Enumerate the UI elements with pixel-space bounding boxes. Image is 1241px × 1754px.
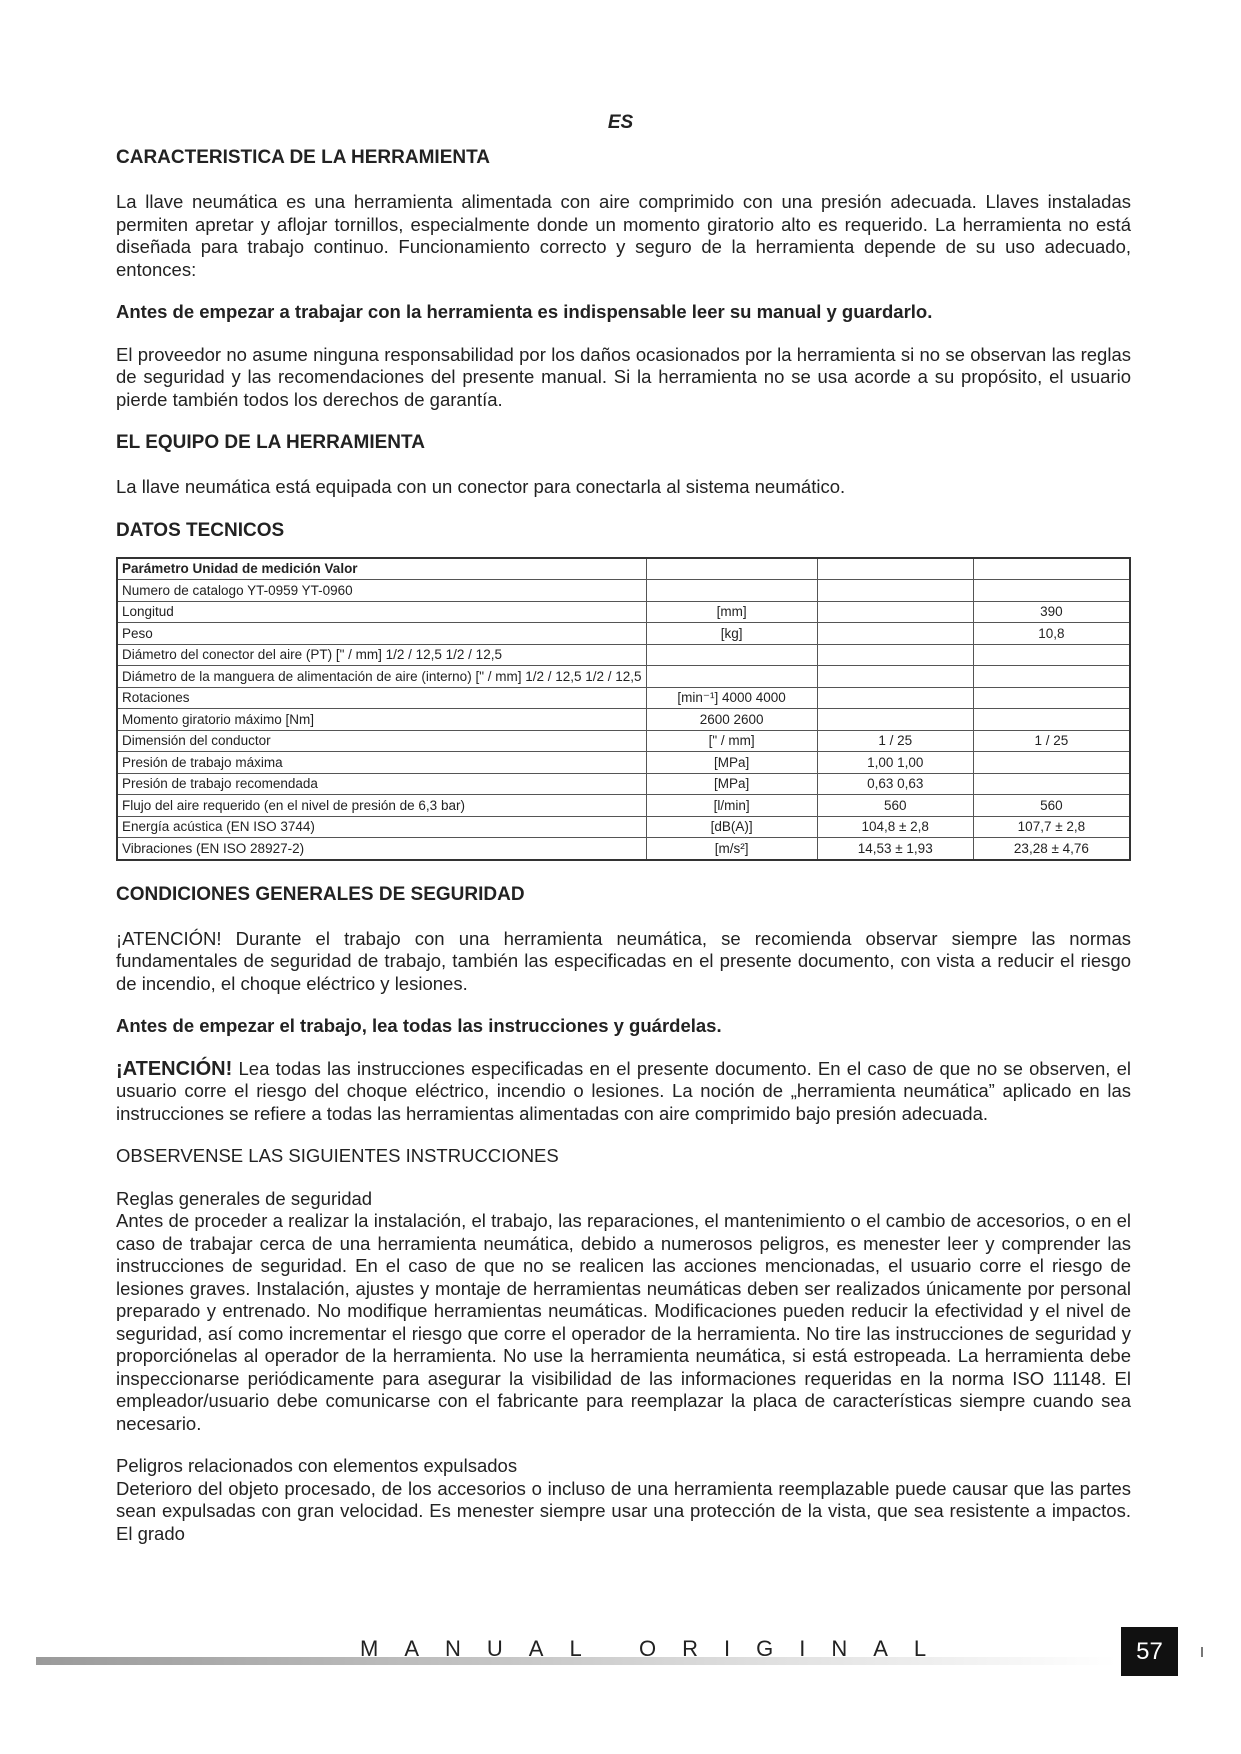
table-cell: [min⁻¹] 4000 4000 — [646, 687, 817, 709]
paragraph-atencion-1: ¡ATENCIÓN! Durante el trabajo con una herramienta neumática, se recomienda observar siempre las normas fundamentales de seguridad de trabajo, también las especificadas en el presente documento, con vista a reducir el riesgo de incendio, el choque eléctrico y lesiones. — [116, 927, 1131, 994]
table-row — [117, 816, 1130, 838]
table-cell — [973, 580, 1130, 602]
table-cell: [kg] — [646, 623, 817, 645]
heading-caracteristica: CARACTERISTICA DE LA HERRAMIENTA — [116, 147, 491, 168]
table-row — [117, 730, 1130, 752]
table-row — [117, 666, 1130, 688]
table-cell — [646, 558, 817, 580]
table-cell: Diámetro del conector del aire (PT) [" / mm] 1/2 / 12,5 1/2 / 12,5 — [117, 644, 646, 666]
table-cell: Presión de trabajo recomendada — [117, 773, 646, 795]
table-cell: Peso — [117, 623, 646, 645]
paragraph-atencion-2 — [116, 1058, 1131, 1126]
table-cell — [646, 644, 817, 666]
table-cell: Energía acústica (EN ISO 3744) — [117, 816, 646, 838]
table-cell: Dimensión del conductor — [117, 730, 646, 752]
page-number: 57 — [1121, 1627, 1178, 1676]
table-cell: Parámetro Unidad de medición Valor — [117, 558, 646, 580]
table-cell — [973, 687, 1130, 709]
table-row — [117, 795, 1130, 817]
table-cell — [973, 752, 1130, 774]
technical-data-table — [116, 557, 1131, 861]
heading-equipo: EL EQUIPO DE LA HERRAMIENTA — [116, 432, 425, 453]
table-row — [117, 601, 1130, 623]
table-cell: 1 / 25 — [817, 730, 973, 752]
table-cell: 14,53 ± 1,93 — [817, 838, 973, 860]
table-cell: Rotaciones — [117, 687, 646, 709]
table-cell: [m/s²] — [646, 838, 817, 860]
table-cell — [973, 558, 1130, 580]
table-cell: 390 — [973, 601, 1130, 623]
table-cell: 0,63 0,63 — [817, 773, 973, 795]
heading-seguridad: CONDICIONES GENERALES DE SEGURIDAD — [116, 883, 525, 905]
paragraph-intro: La llave neumática es una herramienta alimentada con aire comprimido con una presión adecuada. Llaves instaladas permiten apretar y aflojar tornillos, especialmente donde un momento giratorio alto es requerido. La herramienta no está diseñada para trabajo continuo. Funcionamiento correcto y seguro de la herramienta depende de su uso adecuado, entonces: — [116, 191, 1131, 280]
table-cell: Momento giratorio máximo [Nm] — [117, 709, 646, 731]
paragraph-reglas: Antes de proceder a realizar la instalación, el trabajo, las reparaciones, el mantenimiento o el cambio de accesorios, o en el caso de trabajar cerca de una herramienta neumática, debido a numerosos peligros, es menester leer y comprender las instrucciones de seguridad. En el caso de que no se realicen las acciones mencionadas, el usuario corre el riesgo de lesiones graves. Instalación, ajustes y montaje de herramientas neumáticas deben ser realizados únicamente por personal preparado y entrenado. No modifique herramientas neumáticas. Modificaciones pueden reducir la efectividad y el nivel de seguridad, así como incrementar el riesgo que corre el operador de la herramienta. No tire las instrucciones de seguridad y proporciónelas al operador de la herramienta. No use la herramienta neumática, si está estropeada. La herramienta debe inspeccionarse periódicamente para asegurar la visibilidad de las informaciones requeridas en la norma ISO 11148. El empleador/usuario debe comunicarse con el fabricante para reemplazar la placa de características siempre cuando sea necesario. — [116, 1210, 1131, 1434]
table-row — [117, 623, 1130, 645]
table-cell: [" / mm] — [646, 730, 817, 752]
page-content — [116, 146, 1131, 1565]
paragraph-equipo: La llave neumática está equipada con un conector para conectarla al sistema neumático. — [116, 476, 846, 497]
table-row — [117, 580, 1130, 602]
table-row — [117, 838, 1130, 860]
table-cell: 560 — [973, 795, 1130, 817]
subheading-peligros: Peligros relacionados con elementos expulsados — [116, 1455, 518, 1476]
table-cell: 1 / 25 — [973, 730, 1130, 752]
subheading-reglas: Reglas generales de seguridad — [116, 1187, 373, 1209]
table-row — [117, 644, 1130, 666]
table-cell: Presión de trabajo máxima — [117, 752, 646, 774]
footer-tick — [1201, 1647, 1203, 1657]
atencion-text: Lea todas las instrucciones especificadas en el presente documento. En el caso de que no se observen, el usuario corre el riesgo del choque eléctrico, incendio o lesiones. La noción de „herramienta neumática” aplicado en las instrucciones se refiere a todas las herramientas alimentadas con aire comprimido bajo presión adecuada. — [116, 1057, 1131, 1124]
table-cell — [817, 687, 973, 709]
table-row — [117, 687, 1130, 709]
paragraph-peligros: Deterioro del objeto procesado, de los accesorios o incluso de una herramienta reemplazable puede causar que las partes sean expulsadas con gran velocidad. Es menester siempre usar una protección de la vista, que sea resistente a impactos. El grado — [116, 1477, 1131, 1544]
table-cell: 560 — [817, 795, 973, 817]
table-cell: [l/min] — [646, 795, 817, 817]
atencion-label: ¡ATENCIÓN! — [116, 1057, 233, 1080]
table-row — [117, 558, 1130, 580]
paragraph-read-instructions: Antes de empezar el trabajo, lea todas las instrucciones y guárdelas. — [116, 1015, 722, 1036]
table-cell: 10,8 — [973, 623, 1130, 645]
heading-datos-tecnicos: DATOS TECNICOS — [116, 519, 285, 541]
table-cell: Diámetro de la manguera de alimentación de aire (interno) [" / mm] 1/2 / 12,5 1/2 / 12,5 — [117, 666, 646, 688]
table-cell — [646, 666, 817, 688]
paragraph-read-manual: Antes de empezar a trabajar con la herramienta es indispensable leer su manual y guardarlo. — [116, 301, 933, 322]
table-cell — [817, 666, 973, 688]
table-cell: 104,8 ± 2,8 — [817, 816, 973, 838]
table-cell: 107,7 ± 2,8 — [973, 816, 1130, 838]
table-cell: Flujo del aire requerido (en el nivel de presión de 6,3 bar) — [117, 795, 646, 817]
table-cell — [973, 644, 1130, 666]
table-cell: 1,00 1,00 — [817, 752, 973, 774]
table-cell: [mm] — [646, 601, 817, 623]
table-cell: Numero de catalogo YT-0959 YT-0960 — [117, 580, 646, 602]
table-cell: 2600 2600 — [646, 709, 817, 731]
table-cell — [817, 601, 973, 623]
table-cell: Longitud — [117, 601, 646, 623]
table-cell — [817, 644, 973, 666]
table-cell: Vibraciones (EN ISO 28927-2) — [117, 838, 646, 860]
table-cell — [817, 558, 973, 580]
table-cell — [817, 709, 973, 731]
table-cell — [646, 580, 817, 602]
table-cell: [MPa] — [646, 752, 817, 774]
table-row — [117, 709, 1130, 731]
table-cell — [973, 773, 1130, 795]
table-row — [117, 752, 1130, 774]
table-cell: [dB(A)] — [646, 816, 817, 838]
paragraph-liability: El proveedor no asume ninguna responsabilidad por los daños ocasionados por la herramienta si no se observan las reglas de seguridad y las recomendaciones del presente manual. Si la herramienta no se usa acorde a su propósito, el usuario pierde también todos los derechos de garantía. — [116, 343, 1131, 410]
paragraph-observense: OBSERVENSE LAS SIGUIENTES INSTRUCCIONES — [116, 1145, 559, 1166]
table-cell — [817, 623, 973, 645]
table-cell — [973, 666, 1130, 688]
footer-manual-original: MANUAL ORIGINAL — [360, 1636, 953, 1661]
language-code: ES — [607, 112, 634, 133]
table-cell — [973, 709, 1130, 731]
table-cell — [817, 580, 973, 602]
table-cell: [MPa] — [646, 773, 817, 795]
table-cell: 23,28 ± 4,76 — [973, 838, 1130, 860]
table-row — [117, 773, 1130, 795]
